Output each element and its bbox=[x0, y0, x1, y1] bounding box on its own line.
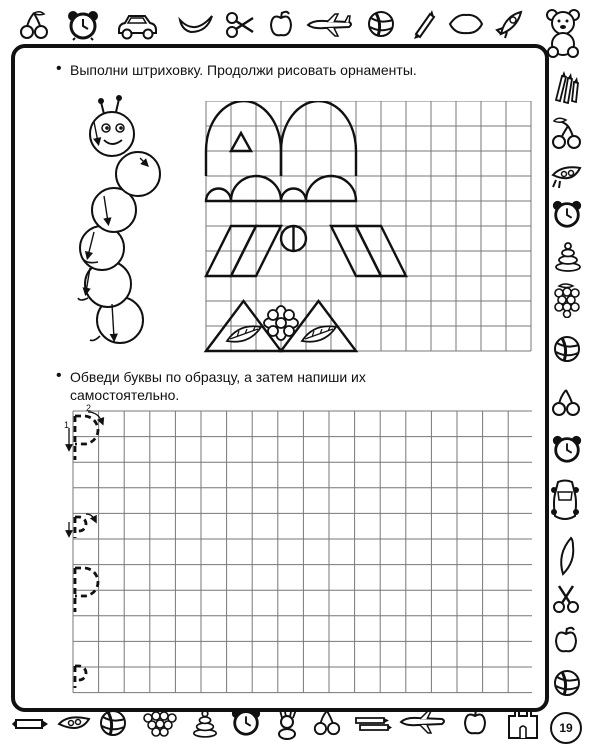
teddy-bear-icon bbox=[543, 6, 583, 58]
alarm-clock-icon bbox=[551, 198, 583, 230]
rocket-icon bbox=[56, 710, 92, 738]
arch-ornament-2 bbox=[281, 101, 356, 176]
car-icon bbox=[550, 478, 580, 526]
cherries-icon bbox=[550, 386, 582, 418]
airplane-icon bbox=[305, 12, 355, 38]
letter-р-samples bbox=[75, 416, 98, 688]
ball-icon bbox=[366, 9, 396, 39]
crayons-icon bbox=[552, 68, 580, 106]
lemon-icon bbox=[447, 12, 485, 36]
ball-icon bbox=[552, 334, 582, 364]
triangle-ornament bbox=[231, 133, 251, 151]
car-icon bbox=[115, 12, 159, 40]
alarm-clock-icon bbox=[66, 9, 100, 41]
caterpillar-drawing bbox=[74, 92, 170, 358]
apple-icon bbox=[553, 624, 579, 656]
crayon-icon bbox=[10, 712, 50, 736]
instruction-ornaments-text: Выполни штриховку. Продолжи рисовать орнаменты. bbox=[70, 62, 417, 78]
instruction-letters-line2: самостоятельно. bbox=[70, 387, 180, 403]
page-number: 19 bbox=[550, 712, 582, 744]
apple-icon bbox=[268, 9, 294, 39]
airplane-icon bbox=[398, 708, 448, 736]
letter-tracing-grid[interactable] bbox=[62, 402, 532, 694]
stroke-order-label-1: 1 bbox=[64, 420, 70, 430]
instruction-letters: • Обведи буквы по образцу, а затем напиши их самостоятельно. bbox=[56, 367, 366, 403]
grapes-icon bbox=[551, 282, 583, 318]
crayons-icon bbox=[352, 710, 392, 736]
scissors-icon bbox=[225, 10, 255, 40]
banana-icon bbox=[553, 536, 577, 576]
rocket-icon bbox=[495, 8, 525, 40]
rocket-icon bbox=[550, 160, 584, 190]
scissors-icon bbox=[551, 582, 581, 616]
stroke-order-label-2: 2 bbox=[86, 403, 92, 413]
instruction-letters-line1: Обведи буквы по образцу, а затем напиши их bbox=[70, 369, 366, 385]
ornament-grid bbox=[203, 101, 533, 356]
cherries-icon bbox=[550, 116, 582, 150]
instruction-ornaments: • Выполни штриховку. Продолжи рисовать орнаменты. bbox=[56, 60, 417, 78]
banana-icon bbox=[177, 12, 215, 36]
alarm-clock-icon bbox=[551, 432, 583, 466]
crayon-icon bbox=[410, 8, 436, 40]
ball-icon bbox=[98, 708, 128, 738]
ball-icon bbox=[552, 668, 582, 698]
pyramid-toy-icon bbox=[554, 240, 582, 272]
grapes-icon bbox=[140, 708, 180, 738]
cherries-icon bbox=[18, 10, 50, 40]
flower-ornament bbox=[264, 306, 298, 340]
